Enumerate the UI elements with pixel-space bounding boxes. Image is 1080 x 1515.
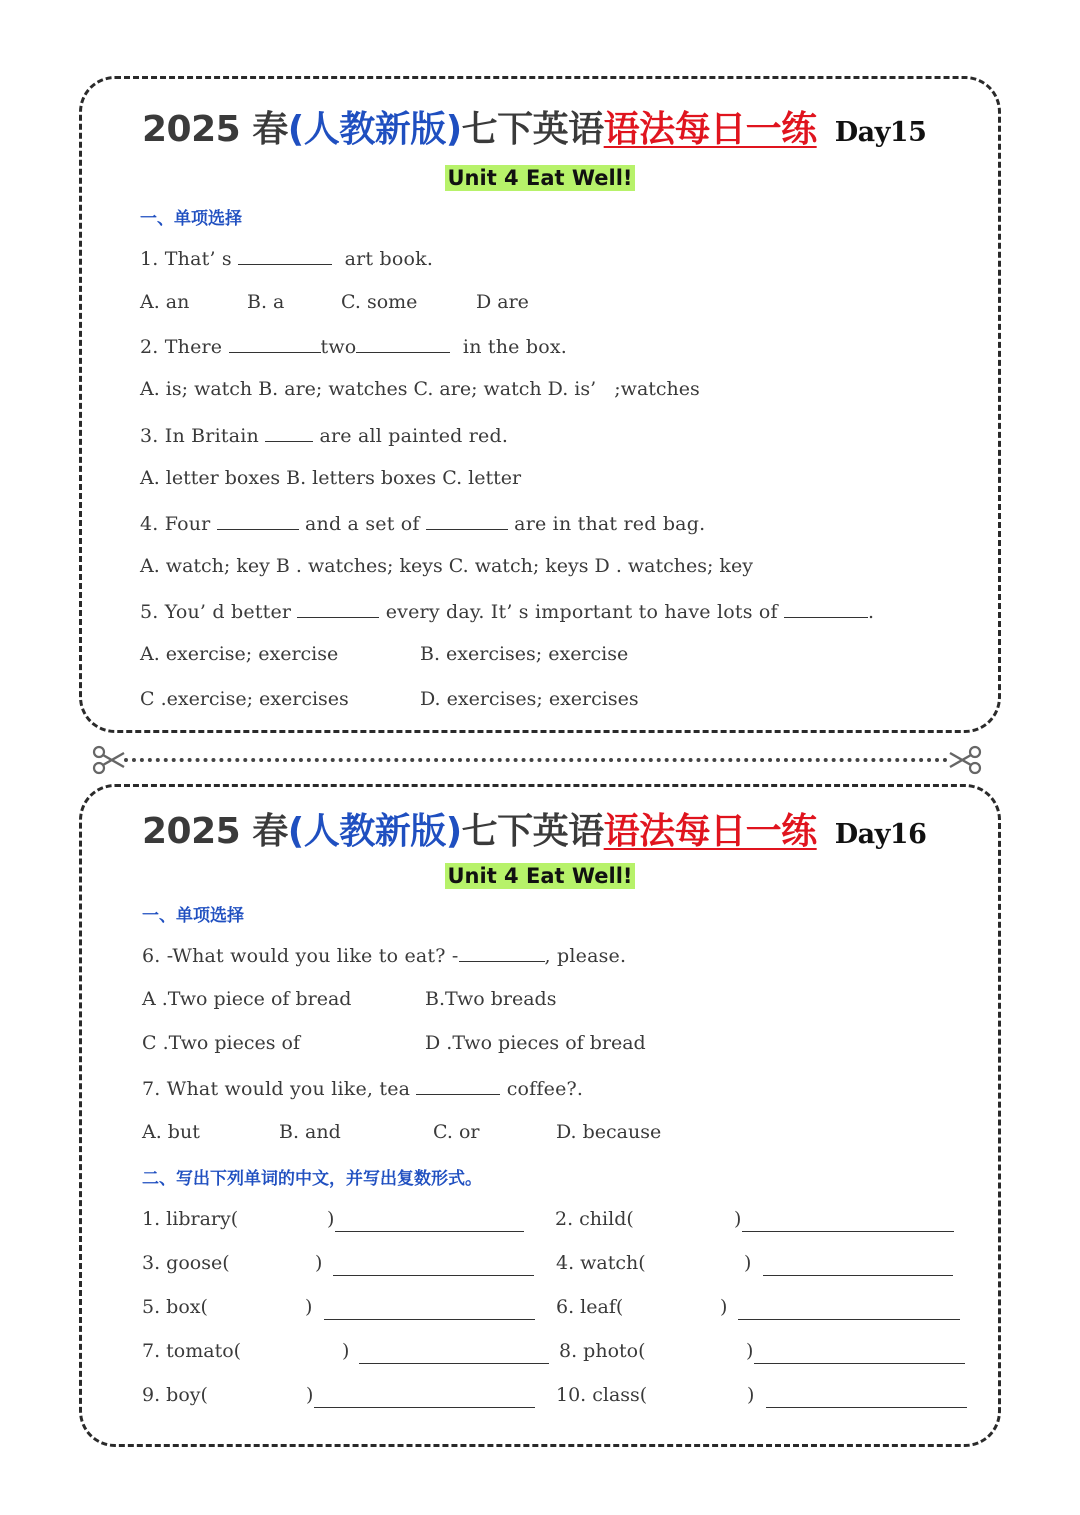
question-2: 2. There two in the box. <box>140 336 567 358</box>
option: C. or <box>433 1121 480 1143</box>
option: B. exercises; exercise <box>420 643 629 665</box>
question-5: 5. You’ d better every day. It’ s important to have lots of . <box>140 601 875 623</box>
option: D. because <box>556 1121 662 1143</box>
scissors-icon <box>948 745 982 775</box>
answer-blank[interactable] <box>356 334 450 353</box>
answer-line[interactable] <box>314 1407 535 1408</box>
vocab-close: ) <box>315 1252 323 1274</box>
answer-line[interactable] <box>333 1275 534 1276</box>
option: B. a <box>247 291 285 313</box>
answer-blank[interactable] <box>426 511 508 530</box>
question-4: 4. Four and a set of are in that red bag. <box>140 513 706 535</box>
options-line: A. is; watch B. are; watches C. are; watch D. is’ ;watches <box>140 378 700 400</box>
day-label: Day16 <box>834 819 927 850</box>
answer-line[interactable] <box>359 1363 549 1364</box>
vocab-word: 3. goose( <box>142 1252 230 1274</box>
vocab-close: ) <box>342 1340 350 1362</box>
answer-blank[interactable] <box>217 511 299 530</box>
option: A .Two piece of bread <box>142 988 352 1010</box>
answer-blank[interactable] <box>784 599 868 618</box>
vocab-word: 9. boy( <box>142 1384 208 1406</box>
answer-blank[interactable] <box>238 246 332 265</box>
vocab-word: 7. tomato( <box>142 1340 242 1362</box>
vocab-close: ) <box>744 1252 752 1274</box>
section-heading: 一、单项选择 <box>140 209 242 229</box>
answer-line[interactable] <box>324 1319 535 1320</box>
answer-blank[interactable] <box>416 1076 500 1095</box>
question-7: 7. What would you like, tea coffee?. <box>142 1078 584 1100</box>
question-3: 3. In Britain are all painted red. <box>140 425 509 447</box>
option: C .Two pieces of <box>142 1032 300 1054</box>
vocab-word: 8. photo( <box>559 1340 646 1362</box>
question-6: 6. -What would you like to eat? - , please. <box>142 945 627 967</box>
worksheet-card-day15 <box>79 76 1001 733</box>
options-line: A. watch; key B . watches; keys C. watch; keys D . watches; key <box>140 555 753 577</box>
option: C .exercise; exercises <box>140 688 349 710</box>
option: B. and <box>279 1121 341 1143</box>
vocab-close: ) <box>734 1208 742 1230</box>
answer-blank[interactable] <box>229 334 321 353</box>
option: A. but <box>142 1121 200 1143</box>
worksheet-card-day16 <box>79 784 1001 1447</box>
question-1: 1. That’ s art book. <box>140 248 434 270</box>
dotted-line <box>124 758 948 762</box>
vocab-word: 10. class( <box>556 1384 648 1406</box>
vocab-close: ) <box>305 1296 313 1318</box>
vocab-close: ) <box>306 1384 314 1406</box>
option: B.Two breads <box>425 988 557 1010</box>
answer-line[interactable] <box>754 1363 965 1364</box>
option: D .Two pieces of bread <box>425 1032 646 1054</box>
vocab-word: 6. leaf( <box>556 1296 624 1318</box>
worksheet-title: 2025 春(人教新版)七下英语语法每日一练 Day16 <box>142 811 927 852</box>
answer-line[interactable] <box>742 1231 954 1232</box>
answer-line[interactable] <box>766 1407 967 1408</box>
option: A. exercise; exercise <box>140 643 339 665</box>
scissors-icon <box>92 745 126 775</box>
unit-subtitle: Unit 4 Eat Well! <box>82 864 998 888</box>
vocab-close: ) <box>747 1384 755 1406</box>
vocab-close: ) <box>327 1208 335 1230</box>
answer-line[interactable] <box>763 1275 953 1276</box>
vocab-word: 5. box( <box>142 1296 208 1318</box>
vocab-word: 2. child( <box>555 1208 634 1230</box>
day-label: Day15 <box>834 117 927 148</box>
section-heading: 二、写出下列单词的中文，并写出复数形式。 <box>142 1169 482 1189</box>
options-line: A. letter boxes B. letters boxes C. letter <box>140 467 522 489</box>
answer-blank[interactable] <box>459 943 545 962</box>
vocab-close: ) <box>746 1340 754 1362</box>
worksheet-title: 2025 春(人教新版)七下英语语法每日一练 Day15 <box>142 109 927 150</box>
option: C. some <box>341 291 418 313</box>
option: D are <box>476 291 529 313</box>
option: D. exercises; exercises <box>420 688 639 710</box>
vocab-close: ) <box>720 1296 728 1318</box>
vocab-word: 4. watch( <box>556 1252 646 1274</box>
answer-blank[interactable] <box>265 423 313 442</box>
answer-line[interactable] <box>335 1231 524 1232</box>
vocab-word: 1. library( <box>142 1208 239 1230</box>
cut-line-divider <box>92 745 982 775</box>
section-heading: 一、单项选择 <box>142 906 244 926</box>
unit-subtitle: Unit 4 Eat Well! <box>82 166 998 190</box>
answer-line[interactable] <box>738 1319 960 1320</box>
option: A. an <box>140 291 190 313</box>
answer-blank[interactable] <box>297 599 379 618</box>
